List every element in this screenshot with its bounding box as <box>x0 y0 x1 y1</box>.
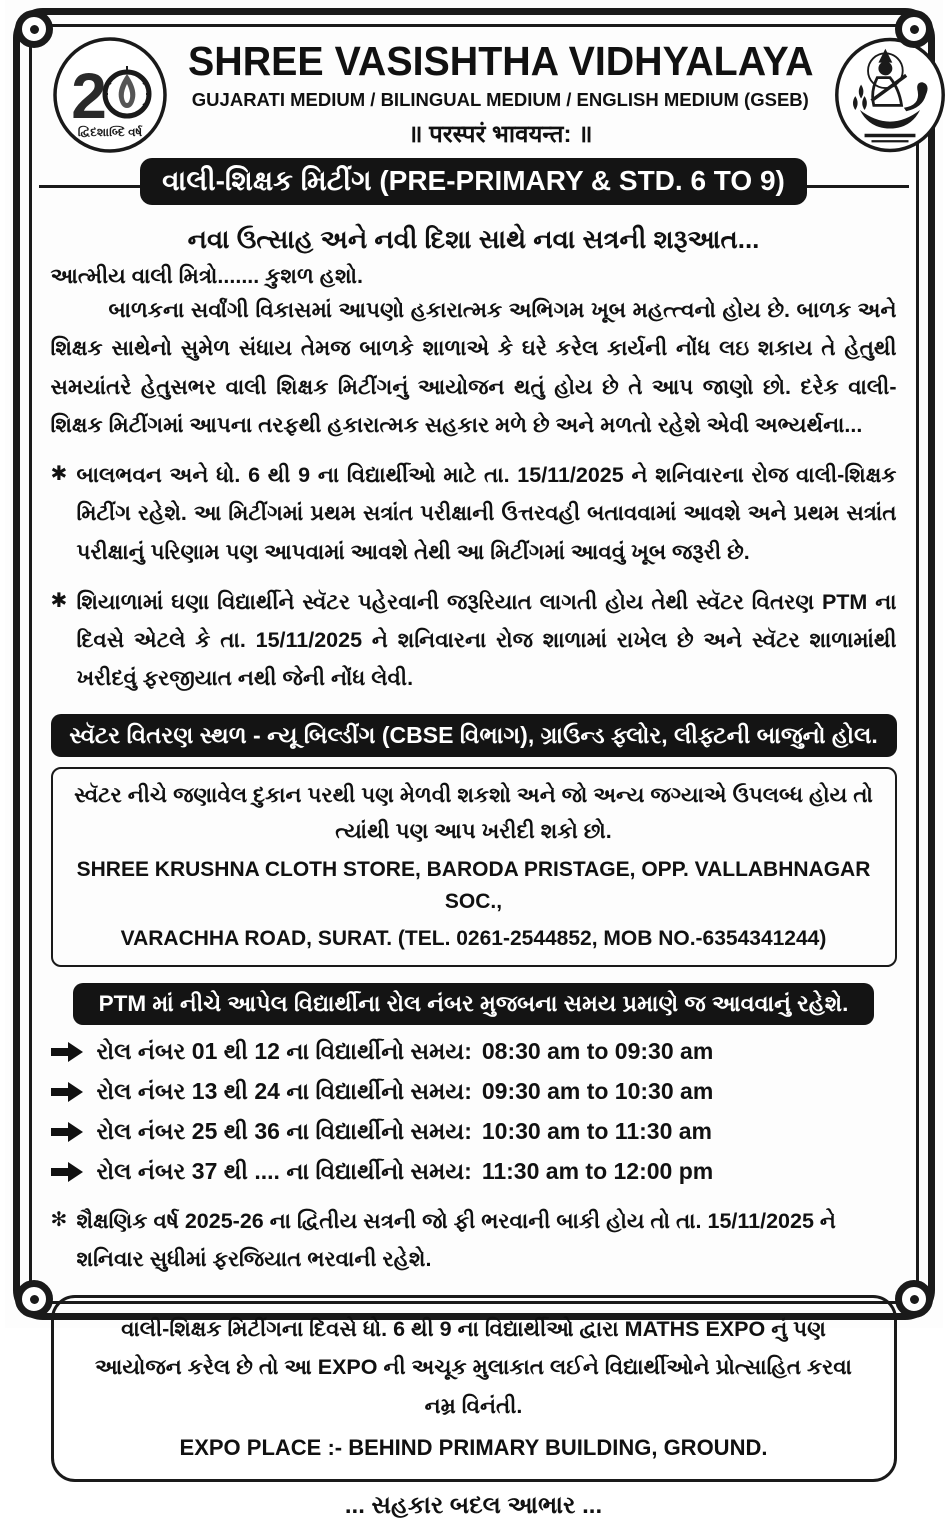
header <box>51 36 897 154</box>
saraswati-emblem <box>832 36 947 154</box>
school-mediums: GUJARATI MEDIUM / BILINGUAL MEDIUM / ENGLISH MEDIUM (GSEB) <box>191 89 809 111</box>
expo-name: MATHS EXPO <box>624 1316 766 1341</box>
corner-ornament <box>15 1280 53 1318</box>
bullet-item <box>51 583 897 698</box>
expo-std-range: ધો. 6 થી 9 <box>362 1316 452 1341</box>
arrow-icon <box>51 1122 85 1142</box>
intro-paragraph: બાળકના સર્વાંગી વિકાસમાં આપણો હકારાત્મક અભિગમ ખૂબ મહત્ત્વનો હોય છે. બાળક અને શિક્ષક સાથેનો સુમેળ સંધાય તેમજ બાળકે શાળાએ કે ઘરે કરેલ કાર્યની નોંધ લઇ શકાય તે હેતુથી સમયાંતરે હેતુસભર વાલી શિક્ષક મિટીંગનું આયોજન થતું હોય છે તે આપ જાણો છો. દરેક વાલી-શિક્ષક મિટીંગમાં આપના તરફથી હકારાત્મક સહકાર મળે છે અને મળતો રહેશે એવી અભ્યર્થના... <box>50 298 897 437</box>
logo-caption: દ્વિદશાબ્દિ વર્ષ <box>77 125 142 139</box>
corner-ornament <box>15 10 53 48</box>
arrow-icon <box>51 1082 85 1102</box>
fee-note-text <box>77 1203 897 1278</box>
expo-part2: ના વિદ્યાર્થીઓ દ્વારા <box>451 1316 625 1341</box>
expo-place: EXPO PLACE :- BEHIND PRIMARY BUILDING, GROUND. <box>179 1434 768 1460</box>
expo-text <box>80 1310 868 1426</box>
arrow-icon <box>51 1162 85 1182</box>
school-motto: ॥ परस्परं भावयन्त: ॥ <box>408 121 593 149</box>
store-note: સ્વૅટર નીચે જણાવેલ દુકાન પરથી પણ મેળવી શકશો અને જો અન્ય જગ્યાએ ઉપલબ્ધ હોય તો ત્યાંથી પણ આપ ખરીદી શકો છો. <box>74 782 873 844</box>
schedule-row <box>51 1118 897 1145</box>
star-bullet-icon: ✱ <box>50 463 68 486</box>
schedule-label: રોલ નંબર 01 થી 12 ના વિદ્યાર્થીનો સમય: <box>96 1038 472 1065</box>
meeting-title-banner: વાલી-શિક્ષક મિટીંગ (PRE-PRIMARY & STD. 6 TO 9) <box>140 158 807 205</box>
schedule-time: 09:30 am to 10:30 am <box>481 1078 714 1105</box>
closing-thanks: ... સહકાર બદલ આભાર ... <box>344 1492 603 1520</box>
store-info-box <box>51 767 897 968</box>
schedule-row <box>51 1078 897 1105</box>
roll-number-schedule <box>51 1038 897 1185</box>
schedule-label: રોલ નંબર 37 થી .... ના વિદ્યાર્થીનો સમય: <box>96 1158 472 1185</box>
logo-number: 2 <box>70 60 107 132</box>
saraswati-icon <box>832 36 947 154</box>
schedule-row <box>51 1038 897 1065</box>
sweater-distribution-banner: સ્વૅટર વિતરણ સ્થળ - ન્યૂ બિલ્ડીંગ (CBSE વિભાગ), ગ્રાઉન્ડ ફ્લોર, લીફ્ટની બાજુનો હોલ. <box>51 714 897 757</box>
fee-note-part2: સુધીમાં ફરજિયાત ભરવાની રહેશે. <box>143 1247 432 1272</box>
notice-page <box>5 0 943 1520</box>
store-address-line2: VARACHHA ROAD, SURAT. (TEL. 0261-2544852, MOB NO.-6354341244) <box>120 926 827 950</box>
expo-part1: વાલી-શિક્ષક મિટીંગના દિવસે <box>121 1316 363 1341</box>
schedule-time: 11:30 am to 12:00 pm <box>481 1158 714 1185</box>
schedule-label: રોલ નંબર 13 થી 24 ના વિદ્યાર્થીનો સમય: <box>96 1078 472 1105</box>
corner-ornament <box>895 1280 933 1318</box>
bullet-text: બાલભવન અને ધો. 6 થી 9 ના વિદ્યાર્થીઓ માટે તા. 15/11/2025 ને શનિવારના રોજ વાલી-શિક્ષક મિટીંગ રહેશે. આ મિટીંગમાં પ્રથમ સત્રાંત પરીક્ષાની ઉત્તરવહી બતાવવામાં આવશે અને પ્રથમ સત્રાંત પરીક્ષાનું પરિણામ પણ આપવામાં આવશે તેથી આ મિટીંગમાં આવવું ખૂબ જરૂરી છે. <box>76 463 897 564</box>
bullet-text: શિયાળામાં ઘણા વિદ્યાર્થીને સ્વૅટર પહેરવાની જરૂરિયાત લાગતી હોય તેથી સ્વૅટર વિતરણ PTM ના દિવસે એટલે કે તા. 15/11/2025 ને શનિવારના રોજ શાળામાં રાખેલ છે અને સ્વૅટર શાળામાંથી ખરીદવું ફરજીયાત નથી જેની નોંધ લેવી. <box>76 589 897 691</box>
schedule-label: રોલ નંબર 25 થી 36 ના વિદ્યાર્થીનો સમય: <box>96 1118 472 1145</box>
fee-note-date: તા. 15/11/2025 ને શનિવાર <box>76 1209 836 1272</box>
subtitle: નવા ઉત્સાહ અને નવી દિશા સાથે નવા સત્રની શરૂઆત... <box>187 224 760 254</box>
anniversary-20-icon <box>51 36 169 154</box>
schedule-time: 10:30 am to 11:30 am <box>481 1118 712 1145</box>
schedule-time: 08:30 am to 09:30 am <box>481 1038 714 1065</box>
bullet-item <box>51 456 897 571</box>
ptm-timing-banner: PTM માં નીચે આપેલ વિદ્યાર્થીના રોલ નંબર મુજબના સમય પ્રમાણે જ આવવાનું રહેશે. <box>73 983 875 1025</box>
expo-part3: નું પણ આયોજન કરેલ છે તો આ EXPO ની અચૂક મુલાકાત લઈને વિદ્યાર્થીઓને પ્રોત્સાહિત કરવા નમ્ર વિનંતી. <box>95 1316 852 1419</box>
asterisk-bullet-icon: ✻ <box>50 1209 68 1232</box>
corner-ornament <box>895 10 933 48</box>
anniversary-20-logo <box>51 36 169 154</box>
arrow-icon <box>51 1042 85 1062</box>
salutation: આત્મીય વાલી મિત્રો....... કુશળ હશો. <box>50 264 363 288</box>
schedule-row <box>51 1158 897 1185</box>
maths-expo-box <box>51 1295 897 1483</box>
store-address-line1: SHREE KRUSHNA CLOTH STORE, BARODA PRISTAGE, OPP. VALLABHNAGAR SOC., <box>76 857 871 914</box>
star-bullet-icon: ✱ <box>50 589 68 612</box>
fee-note <box>51 1203 897 1278</box>
fee-note-part1: શૈક્ષણિક વર્ષ 2025-26 ના દ્વિતીય સત્રની જો ફી ભરવાની બાકી હોય તો <box>76 1209 677 1234</box>
school-name: SHREE VASISHTHA VIDHYALAYA <box>187 37 814 84</box>
